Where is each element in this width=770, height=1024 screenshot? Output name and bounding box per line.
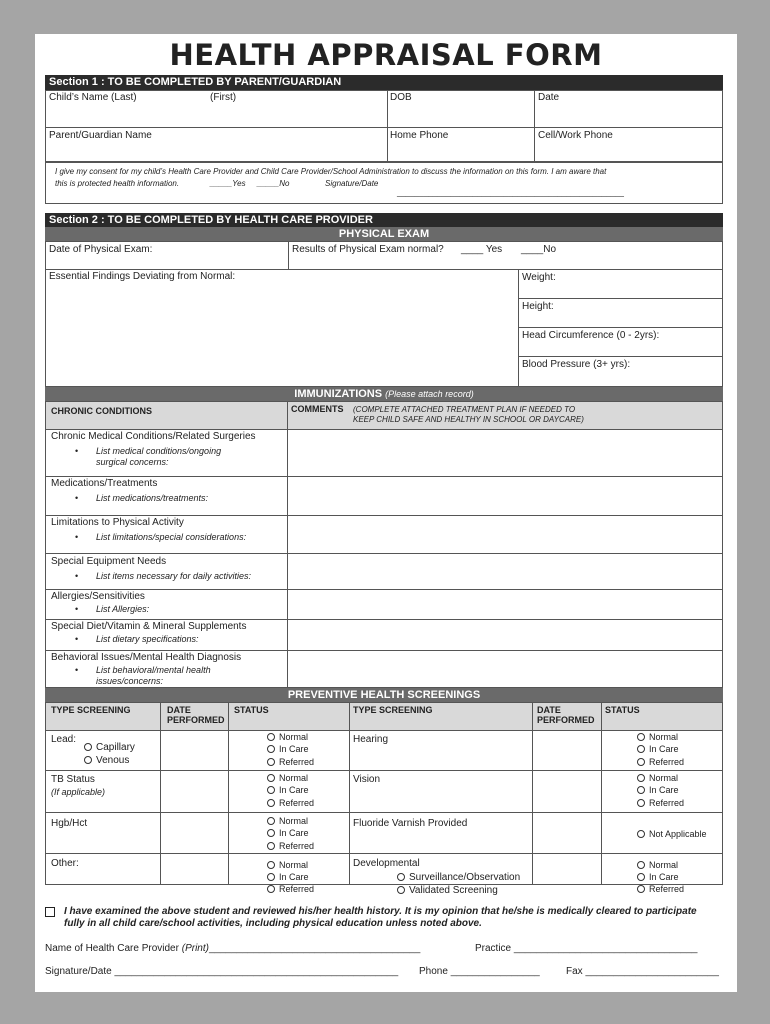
form-title: HEALTH APPRAISAL FORM [169,38,603,72]
bullet: • [75,634,79,644]
col-date-1: DATE [167,705,191,715]
fax-row [566,966,719,977]
signature-label: Signature/Date [45,966,112,977]
immunizations-header [45,387,723,401]
limitations-comment-field[interactable] [288,516,722,552]
hearing-referred-option[interactable]: Referred [637,757,684,767]
bullet: • [75,665,79,675]
hgb-referred-option[interactable]: Referred [267,841,314,851]
signature-line[interactable]: ___________________________________________________ [114,966,399,977]
consent-yes[interactable]: _____Yes [210,179,246,188]
bullet: • [75,532,79,542]
consent-signature-label: Signature/Date [325,179,379,188]
practice-label: Practice [475,943,512,954]
radio-icon [637,774,645,782]
col-status: STATUS [234,705,269,715]
col-date-4: PERFORMED [537,715,595,725]
vision-normal-option[interactable]: Normal [637,773,678,783]
lead-incare-option[interactable]: In Care [267,744,309,754]
phone-row [419,966,540,977]
comments-note-2: KEEP CHILD SAFE AND HEALTHY IN SCHOOL OR DAYCARE) [353,415,584,424]
chronic-row-label: Chronic Medical Conditions/Related Surgeries [51,431,256,442]
radio-icon [267,842,275,850]
exam-normal-label: Results of Physical Exam normal? [292,244,444,255]
parent-name-field[interactable]: Parent/Guardian Name [49,130,152,141]
chronic-conditions-heading: CHRONIC CONDITIONS [51,406,152,416]
tb-if-applicable: (If applicable) [51,787,106,797]
radio-icon [267,774,275,782]
radio-icon [267,829,275,837]
weight-field[interactable]: Weight: [522,272,556,283]
radio-icon [637,885,645,893]
equipment-comment-field[interactable] [288,554,722,588]
practice-line[interactable]: _________________________________ [513,943,698,954]
child-last-name-field[interactable]: Child’s Name (Last) [49,92,137,103]
fluoride-label: Fluoride Varnish Provided [353,818,468,829]
phone-label: Phone [419,966,448,977]
blood-pressure-field[interactable]: Blood Pressure (3+ yrs): [522,359,631,370]
exam-date-field[interactable]: Date of Physical Exam: [49,244,153,255]
lead-normal-option[interactable]: Normal [267,732,308,742]
radio-icon [267,861,275,869]
behavioral-bullet-2: issues/concerns: [96,676,164,686]
col-status-2: STATUS [605,705,640,715]
diet-comment-field[interactable] [288,620,722,649]
cleared-statement-2: fully in all child care/school activities, including physical education unless noted above. [64,918,482,929]
equipment-label: Special Equipment Needs [51,556,167,567]
radio-icon [267,799,275,807]
consent-no[interactable]: _____No [257,179,290,188]
lead-capillary-option[interactable]: Capillary [84,742,135,753]
radio-icon [397,873,405,881]
hearing-normal-option[interactable]: Normal [637,732,678,742]
hgb-incare-option[interactable]: In Care [267,828,309,838]
diet-label: Special Diet/Vitamin & Mineral Supplements [51,621,247,632]
immunizations-note: (Please attach record) [385,389,474,399]
height-field[interactable]: Height: [522,301,554,312]
practice-row [475,943,697,954]
behavioral-bullet: List behavioral/mental health [96,665,211,675]
fluoride-not-applicable-option[interactable]: Not Applicable [637,829,707,839]
bullet: • [75,604,79,614]
essential-findings-field[interactable]: Essential Findings Deviating from Normal: [49,271,236,282]
radio-icon [267,733,275,741]
chronic-comment-field[interactable] [288,430,722,475]
developmental-normal-option[interactable]: Normal [637,860,678,870]
radio-icon [637,758,645,766]
bullet: • [75,493,79,503]
lead-venous-option[interactable]: Venous [84,755,129,766]
hgb-normal-option[interactable]: Normal [267,816,308,826]
radio-icon [637,733,645,741]
hearing-incare-option[interactable]: In Care [637,744,679,754]
radio-icon [267,873,275,881]
radio-icon [637,745,645,753]
section2-header: Section 2 : TO BE COMPLETED BY HEALTH CARE PROVIDER [45,213,723,228]
consent-signature-line[interactable]: ___________________________________________________ [397,188,624,197]
cleared-statement-1: I have examined the above student and reviewed his/her health history. It is my opinion that he/she is medically cleared to participate [64,906,697,917]
comments-heading: COMMENTS [291,404,344,414]
col-date-3: DATE [537,705,561,715]
radio-icon [267,758,275,766]
developmental-label: Developmental [353,858,420,869]
child-first-name-field[interactable]: (First) [210,92,237,103]
print-label: (Print) [181,943,209,954]
tb-incare-option[interactable]: In Care [267,785,309,795]
lead-label: Lead: [51,734,77,745]
signature-row [45,966,398,977]
radio-icon [637,786,645,794]
radio-icon [637,873,645,881]
exam-normal-no[interactable]: ____No [521,244,557,255]
home-phone-field[interactable]: Home Phone [390,130,449,141]
radio-icon [84,756,92,764]
bullet: • [75,571,79,581]
chronic-row-bullet-2: surgical concerns: [96,457,169,467]
other-label: Other: [51,858,79,869]
radio-icon [637,830,645,838]
col-type-screening-2: TYPE SCREENING [353,705,433,715]
form-page [35,34,737,992]
exam-normal-yes[interactable]: ____ Yes [461,244,503,255]
vision-referred-option[interactable]: Referred [637,798,684,808]
other-normal-option[interactable]: Normal [267,860,308,870]
allergies-bullet: List Allergies: [96,604,150,614]
col-type-screening: TYPE SCREENING [51,705,131,715]
screenings-header: PREVENTIVE HEALTH SCREENINGS [45,688,723,702]
fax-label: Fax [566,966,583,977]
consent-text-2: this is protected health information. [55,179,180,188]
phone-line[interactable]: ________________ [450,966,540,977]
allergies-comment-field[interactable] [288,590,722,618]
medications-comment-field[interactable] [288,477,722,514]
hgb-label: Hgb/Hct [51,818,88,829]
chronic-row-bullet: List medical conditions/ongoing [96,446,222,456]
allergies-label: Allergies/Sensitivities [51,591,145,602]
section1-fields [45,90,723,162]
limitations-bullet: List limitations/special considerations: [96,532,247,542]
validated-screening-option[interactable]: Validated Screening [397,885,498,896]
provider-name-label: Name of Health Care Provider [45,943,179,954]
provider-name-row [45,943,420,954]
fax-line[interactable]: ________________________ [585,966,719,977]
equipment-bullet: List items necessary for daily activities: [96,571,252,581]
cleared-checkbox[interactable] [45,907,55,917]
radio-icon [397,886,405,894]
surveillance-option[interactable]: Surveillance/Observation [397,872,520,883]
other-referred-option[interactable]: Referred [267,884,314,894]
lead-referred-option[interactable]: Referred [267,757,314,767]
provider-name-line[interactable]: ______________________________________ [208,943,421,954]
radio-icon [267,817,275,825]
tb-status-label: TB Status [51,774,95,785]
bullet: • [75,446,79,456]
consent-text: I give my consent for my child’s Health Care Provider and Child Care Provider/School Administration to discuss the information on this form. I am aware that [55,167,607,176]
behavioral-comment-field[interactable] [288,651,722,687]
head-circumference-field[interactable]: Head Circumference (0 - 2yrs): [522,330,660,341]
tb-referred-option[interactable]: Referred [267,798,314,808]
developmental-referred-option[interactable]: Referred [637,884,684,894]
radio-icon [267,745,275,753]
date-field[interactable]: Date [538,92,560,103]
col-date-2: PERFORMED [167,715,225,725]
diet-bullet: List dietary specifications: [96,634,199,644]
medications-bullet: List medications/treatments: [96,493,209,503]
vision-incare-option[interactable]: In Care [637,785,679,795]
medications-label: Medications/Treatments [51,478,158,489]
radio-icon [267,786,275,794]
limitations-label: Limitations to Physical Activity [51,517,184,528]
radio-icon [84,743,92,751]
vision-label: Vision [353,774,381,785]
other-incare-option[interactable]: In Care [267,872,309,882]
radio-icon [267,885,275,893]
developmental-incare-option[interactable]: In Care [637,872,679,882]
immunizations-title: IMMUNIZATIONS [294,388,383,400]
cell-phone-field[interactable]: Cell/Work Phone [538,130,613,141]
radio-icon [637,861,645,869]
tb-normal-option[interactable]: Normal [267,773,308,783]
section1-header: Section 1 : TO BE COMPLETED BY PARENT/GUARDIAN [45,75,723,90]
hearing-label: Hearing [353,734,389,745]
radio-icon [637,799,645,807]
dob-field[interactable]: DOB [390,92,412,103]
physical-exam-header: PHYSICAL EXAM [45,227,723,241]
comments-note-1: (COMPLETE ATTACHED TREATMENT PLAN IF NEEDED TO [353,405,576,414]
behavioral-label: Behavioral Issues/Mental Health Diagnosis [51,652,242,663]
